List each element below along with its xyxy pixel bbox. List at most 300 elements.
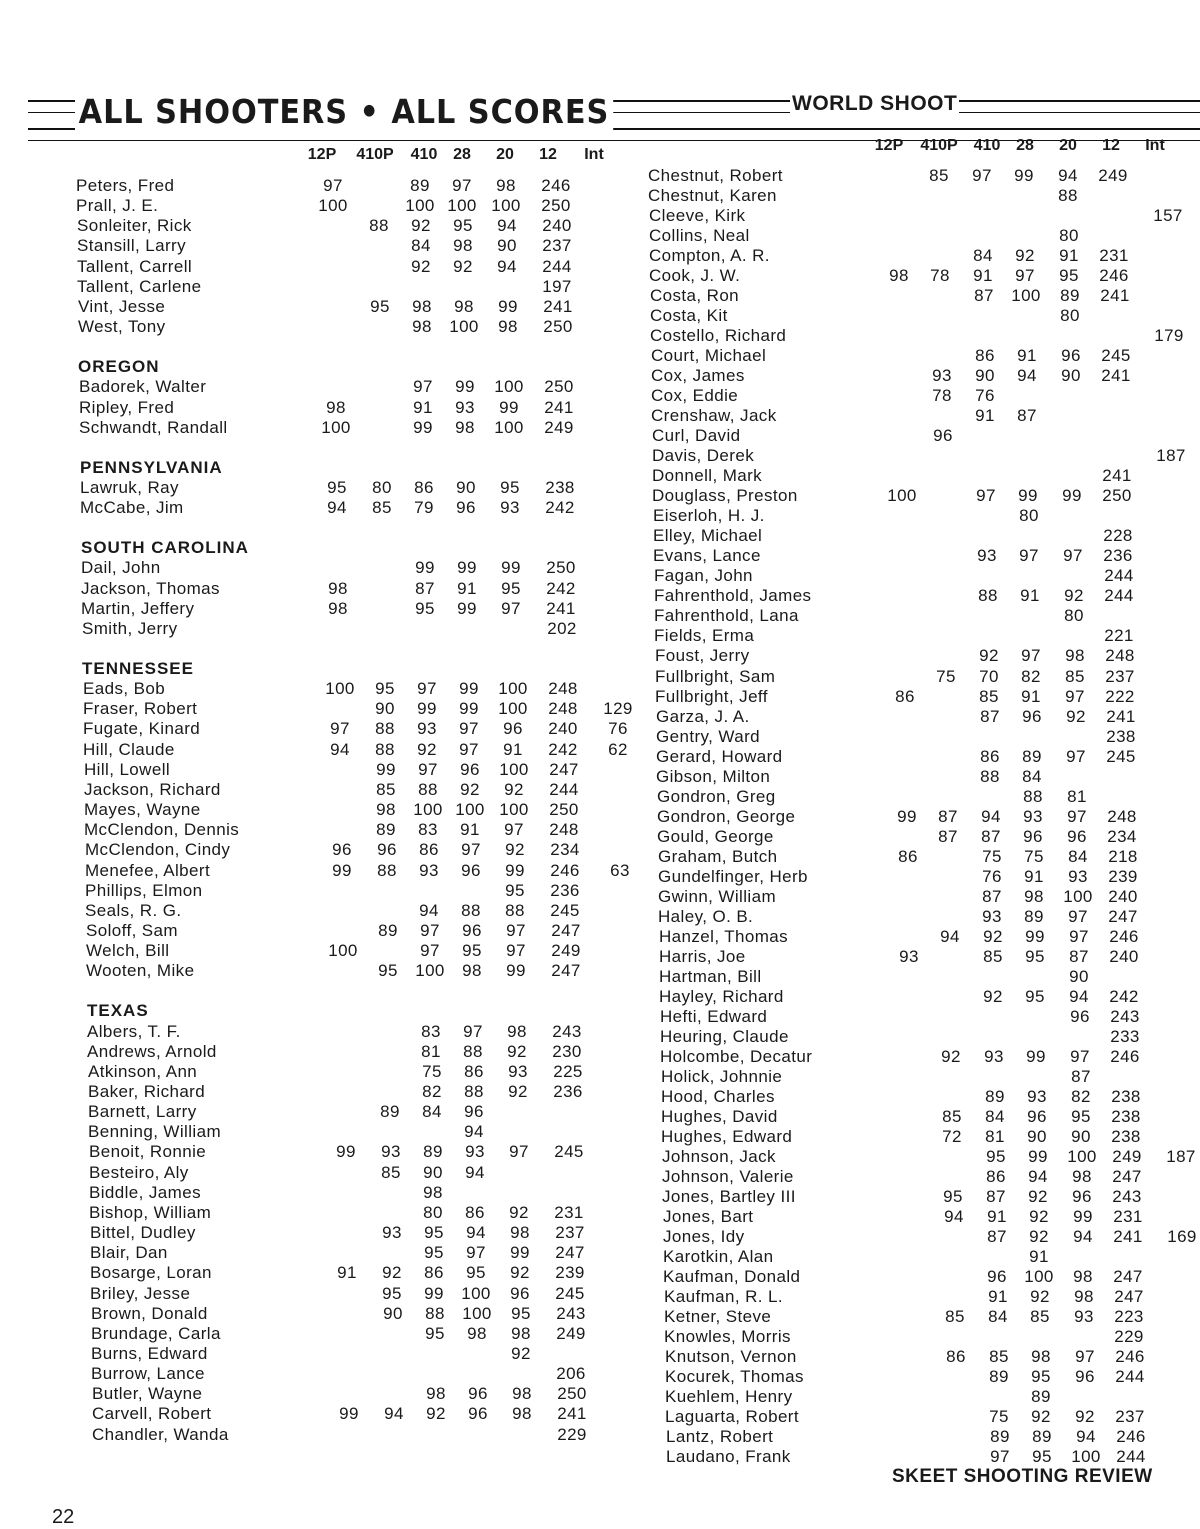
shooter-row <box>0 967 1200 987</box>
shooter-name: Welch, Bill <box>86 941 170 961</box>
col-int: Int <box>584 146 604 163</box>
score-410p: 80 <box>372 477 392 497</box>
score-20: 98 <box>498 317 518 337</box>
score-28: 100 <box>455 800 485 820</box>
score-20: 91 <box>1059 246 1079 266</box>
score-12: 229 <box>557 1424 587 1444</box>
state-name: TEXAS <box>87 1001 149 1021</box>
score-410: 85 <box>979 686 999 706</box>
score-410: 89 <box>410 176 430 195</box>
shooter-name: Burns, Edward <box>91 1343 208 1363</box>
shooter-name: Crenshaw, Jack <box>651 406 777 426</box>
score-20: 97 <box>1069 926 1089 946</box>
score-410p: 78 <box>932 386 952 406</box>
score-410: 92 <box>983 926 1003 946</box>
score-20: 95 <box>1059 266 1079 286</box>
score-12p: 86 <box>898 846 918 866</box>
col-int: Int <box>1145 137 1165 154</box>
state-name: OREGON <box>78 357 160 377</box>
score-410: 97 <box>420 920 440 940</box>
score-410: 91 <box>975 406 995 426</box>
score-12p: 98 <box>326 397 346 417</box>
shooter-row <box>0 747 1200 767</box>
score-410: 97 <box>420 941 440 961</box>
score-28: 97 <box>452 176 472 195</box>
score-410: 91 <box>973 266 993 286</box>
score-20: 99 <box>506 961 526 981</box>
shooter-row <box>0 646 1200 666</box>
score-410: 97 <box>418 759 438 779</box>
score-20: 96 <box>1061 346 1081 366</box>
score-410: 84 <box>988 1307 1008 1327</box>
score-28: 97 <box>1021 646 1041 666</box>
shooter-row <box>0 1387 1200 1407</box>
score-28: 95 <box>1025 986 1045 1006</box>
score-410: 93 <box>417 719 437 739</box>
score-20: 97 <box>1063 546 1083 566</box>
shooter-name: Chandler, Wanda <box>92 1424 229 1444</box>
score-20: 97 <box>506 941 526 961</box>
shooter-name: Fraser, Robert <box>83 699 198 719</box>
score-28: 80 <box>1019 506 1039 526</box>
score-20: 93 <box>1074 1307 1094 1327</box>
score-28: 99 <box>1025 926 1045 946</box>
score-20: 95 <box>501 578 521 598</box>
page-number: 22 <box>52 1506 75 1528</box>
score-12: 247 <box>551 920 581 940</box>
shooter-row <box>0 707 1200 727</box>
score-410: 86 <box>419 840 439 860</box>
score-12: 231 <box>1099 246 1129 266</box>
score-12: 247 <box>555 1243 585 1263</box>
score-20: 92 <box>511 1343 531 1363</box>
score-20: 94 <box>497 256 517 276</box>
score-410p: 88 <box>377 860 397 880</box>
score-20: 98 <box>1065 646 1085 666</box>
shooter-name: Gentry, Ward <box>656 726 760 746</box>
shooter-name: Fullbright, Sam <box>655 666 776 686</box>
shooter-name: Benoit, Ronnie <box>89 1142 207 1162</box>
shooter-name: Lawruk, Ray <box>80 477 179 497</box>
score-410p: 93 <box>382 1223 402 1243</box>
col-20: 20 <box>496 146 514 163</box>
shooter-row <box>0 667 1200 687</box>
score-410p: 89 <box>376 820 396 840</box>
shooter-row <box>0 1447 1200 1467</box>
score-12: 238 <box>1106 726 1136 746</box>
score-20: 98 <box>507 1021 527 1041</box>
score-12p: 95 <box>327 477 347 497</box>
score-20: 100 <box>498 699 528 719</box>
score-20: 100 <box>499 800 529 820</box>
score-20: 95 <box>505 880 525 900</box>
state-name: SOUTH CAROLINA <box>81 538 249 558</box>
score-28: 99 <box>457 598 477 618</box>
score-12: 244 <box>1116 1447 1146 1467</box>
score-20: 100 <box>494 417 524 437</box>
score-28: 92 <box>1029 1227 1049 1247</box>
score-410: 87 <box>980 706 1000 726</box>
shooter-name: Kaufman, Donald <box>663 1267 801 1287</box>
score-20: 93 <box>508 1061 528 1081</box>
score-12: 236 <box>550 880 580 900</box>
shooter-name: Hartman, Bill <box>659 966 762 986</box>
score-12p: 100 <box>321 417 351 437</box>
shooter-name: Kaufman, R. L. <box>664 1287 783 1307</box>
score-28: 97 <box>459 739 479 759</box>
score-int: 157 <box>1153 206 1183 226</box>
col-28: 28 <box>453 146 471 163</box>
score-28: 97 <box>461 840 481 860</box>
score-20: 96 <box>1070 1006 1090 1026</box>
shooter-row <box>0 526 1200 546</box>
shooter-row <box>0 787 1200 807</box>
score-12: 241 <box>557 1404 587 1424</box>
score-20: 97 <box>1070 1046 1090 1066</box>
score-410: 99 <box>424 1283 444 1303</box>
score-410: 88 <box>418 779 438 799</box>
shooter-name: Costa, Ron <box>650 286 740 306</box>
score-20: 82 <box>1071 1086 1091 1106</box>
score-12: 247 <box>551 961 581 981</box>
score-20: 97 <box>1068 906 1088 926</box>
shooter-name: Peters, Fred <box>76 176 175 195</box>
score-12: 246 <box>541 176 571 195</box>
score-410: 76 <box>982 866 1002 886</box>
score-28: 84 <box>1022 766 1042 786</box>
shooter-row <box>0 987 1200 1007</box>
score-410: 75 <box>989 1407 1009 1427</box>
shooter-row <box>0 1167 1200 1187</box>
score-20: 98 <box>1074 1287 1094 1307</box>
shooter-name: Costello, Richard <box>650 326 787 346</box>
score-28: 98 <box>467 1323 487 1343</box>
shooter-name: McClendon, Cindy <box>85 840 231 860</box>
shooter-name: Haley, O. B. <box>658 906 754 926</box>
score-28: 95 <box>1031 1367 1051 1387</box>
score-12: 246 <box>1109 926 1139 946</box>
score-28: 96 <box>1022 706 1042 726</box>
shooter-name: Elley, Michael <box>653 526 763 546</box>
score-12: 245 <box>550 900 580 920</box>
score-12: 250 <box>541 196 571 216</box>
score-410p: 88 <box>375 739 395 759</box>
score-410p: 85 <box>929 166 949 185</box>
score-20: 87 <box>1071 1066 1091 1086</box>
score-12: 222 <box>1105 686 1135 706</box>
shooter-row <box>0 546 1200 566</box>
score-20: 97 <box>501 598 521 618</box>
score-410: 90 <box>423 1162 443 1182</box>
score-12: 239 <box>555 1263 585 1283</box>
score-28: 94 <box>464 1122 484 1142</box>
score-20: 80 <box>1059 226 1079 246</box>
shooter-row <box>0 426 1200 446</box>
score-410: 94 <box>419 900 439 920</box>
score-28: 94 <box>465 1162 485 1182</box>
shooter-name: Bittel, Dudley <box>90 1223 196 1243</box>
shooter-name: Blair, Dan <box>90 1243 168 1263</box>
shooter-name: Hill, Claude <box>83 739 175 759</box>
score-12: 241 <box>543 296 573 316</box>
score-410: 98 <box>412 296 432 316</box>
score-20: 87 <box>1069 946 1089 966</box>
shooter-name: Albers, T. F. <box>87 1021 181 1041</box>
score-12: 241 <box>1102 466 1132 486</box>
score-410p: 95 <box>370 296 390 316</box>
score-28: 89 <box>1024 906 1044 926</box>
shooter-row <box>0 206 1200 226</box>
score-12: 248 <box>1105 646 1135 666</box>
score-12: 246 <box>1115 1347 1145 1367</box>
score-28: 96 <box>1023 826 1043 846</box>
score-28: 98 <box>1031 1347 1051 1367</box>
shooter-row <box>0 1147 1200 1167</box>
score-20: 93 <box>500 498 520 518</box>
shooter-name: Fields, Erma <box>654 626 755 646</box>
score-12: 243 <box>1112 1187 1142 1207</box>
score-28: 99 <box>455 377 475 397</box>
score-12: 244 <box>1104 586 1134 606</box>
shooter-name: Dail, John <box>81 558 161 578</box>
shooter-name: Sonleiter, Rick <box>77 216 192 236</box>
score-12: 240 <box>548 719 578 739</box>
score-410: 75 <box>422 1061 442 1081</box>
score-28: 99 <box>1028 1146 1048 1166</box>
score-12: 248 <box>1107 806 1137 826</box>
score-20: 90 <box>497 236 517 256</box>
score-410: 97 <box>417 679 437 699</box>
score-410p: 85 <box>372 498 392 518</box>
score-12: 241 <box>1113 1227 1143 1247</box>
score-410p: 86 <box>946 1347 966 1367</box>
score-410p: 72 <box>942 1126 962 1146</box>
col-20: 20 <box>1059 137 1077 154</box>
score-20: 92 <box>510 1263 530 1283</box>
score-28: 99 <box>1018 486 1038 506</box>
score-28: 99 <box>459 699 479 719</box>
shooter-row <box>0 326 1200 346</box>
score-20: 97 <box>506 920 526 940</box>
col-410p: 410P <box>920 137 958 154</box>
shooter-name: Knowles, Morris <box>664 1327 791 1347</box>
score-20: 92 <box>1064 586 1084 606</box>
score-20: 97 <box>1066 746 1086 766</box>
shooter-row <box>0 566 1200 586</box>
shooter-name: Cox, James <box>651 366 745 386</box>
score-20: 95 <box>500 477 520 497</box>
shooter-row <box>0 1407 1200 1427</box>
shooter-row <box>0 1424 1200 1447</box>
shooter-name: Evans, Lance <box>653 546 761 566</box>
shooter-row <box>0 266 1200 286</box>
shooter-name: Baker, Richard <box>88 1082 206 1101</box>
score-20: 100 <box>1063 886 1093 906</box>
score-410: 100 <box>415 961 445 981</box>
shooter-name: Jones, Idy <box>663 1227 745 1247</box>
score-12: 249 <box>551 941 581 961</box>
score-410: 86 <box>980 746 1000 766</box>
score-12: 247 <box>549 759 579 779</box>
score-28: 92 <box>453 256 473 276</box>
score-28: 88 <box>463 1041 483 1061</box>
score-12: 242 <box>548 739 578 759</box>
shooter-row <box>0 586 1200 606</box>
score-20: 80 <box>1064 606 1084 626</box>
shooter-row <box>0 186 1200 206</box>
score-12p: 98 <box>889 266 909 286</box>
score-28: 89 <box>1022 746 1042 766</box>
score-int: 179 <box>1154 326 1184 346</box>
score-20: 97 <box>1065 686 1085 706</box>
score-12: 244 <box>542 256 572 276</box>
shooter-row <box>0 1327 1200 1347</box>
shooter-row <box>0 506 1200 526</box>
score-12: 237 <box>1105 666 1135 686</box>
score-20: 94 <box>497 216 517 236</box>
score-12p: 99 <box>336 1142 356 1162</box>
score-12: 231 <box>1113 1207 1143 1227</box>
score-12: 238 <box>1111 1106 1141 1126</box>
score-12: 245 <box>1106 746 1136 766</box>
shooter-name: Mayes, Wayne <box>84 800 201 820</box>
score-410: 87 <box>415 578 435 598</box>
score-410p: 87 <box>938 806 958 826</box>
score-28: 94 <box>466 1223 486 1243</box>
score-410: 95 <box>986 1146 1006 1166</box>
score-12: 249 <box>556 1323 586 1343</box>
score-28: 93 <box>455 397 475 417</box>
score-410: 87 <box>986 1187 1006 1207</box>
score-20: 91 <box>503 739 523 759</box>
score-12: 250 <box>549 800 579 820</box>
score-28: 100 <box>462 1303 492 1323</box>
score-12p: 94 <box>330 739 350 759</box>
score-20: 80 <box>1060 306 1080 326</box>
score-12p: 99 <box>897 806 917 826</box>
score-410p: 85 <box>942 1106 962 1126</box>
shooter-name: Douglass, Preston <box>652 486 798 506</box>
shooter-name: Chestnut, Robert <box>648 166 783 185</box>
score-12: 237 <box>542 236 572 256</box>
score-28: 96 <box>1027 1106 1047 1126</box>
shooter-row <box>0 1127 1200 1147</box>
shooter-row <box>0 306 1200 326</box>
shooter-name: West, Tony <box>78 317 166 337</box>
score-410p: 89 <box>380 1102 400 1122</box>
score-410: 86 <box>424 1263 444 1283</box>
score-12p: 100 <box>318 196 348 216</box>
shooter-name: Menefee, Albert <box>85 860 211 880</box>
score-28: 95 <box>1025 946 1045 966</box>
shooter-name: Bishop, William <box>89 1202 212 1222</box>
score-28: 96 <box>464 1102 484 1122</box>
shooter-name: Gwinn, William <box>658 886 777 906</box>
score-28: 98 <box>1024 886 1044 906</box>
score-410: 99 <box>415 558 435 578</box>
score-20: 96 <box>1072 1187 1092 1207</box>
shooter-name: Karotkin, Alan <box>663 1247 774 1267</box>
col-12p: 12P <box>307 146 337 163</box>
shooter-name: McClendon, Dennis <box>84 820 240 840</box>
score-410: 81 <box>421 1041 441 1061</box>
shooter-name: Fullbright, Jeff <box>655 686 768 706</box>
score-28: 88 <box>1023 786 1043 806</box>
shooter-name: Jackson, Richard <box>84 779 221 799</box>
shooter-name: Hughes, David <box>661 1106 778 1126</box>
score-410: 89 <box>985 1086 1005 1106</box>
score-12: 244 <box>549 779 579 799</box>
shooter-name: Gundelfinger, Herb <box>658 866 808 886</box>
shooter-name: Fahrenthold, Lana <box>654 606 799 626</box>
shooter-row <box>0 626 1200 646</box>
score-20: 92 <box>1075 1407 1095 1427</box>
shooter-name: Cleeve, Kirk <box>649 206 746 226</box>
score-20: 94 <box>1076 1427 1096 1447</box>
shooter-name: Holick, Johnnie <box>661 1066 783 1086</box>
score-410: 98 <box>426 1384 446 1404</box>
score-12: 247 <box>1114 1287 1144 1307</box>
score-12: 250 <box>557 1384 587 1404</box>
score-410p: 92 <box>382 1263 402 1283</box>
shooter-name: Stansill, Larry <box>77 236 186 256</box>
score-12: 250 <box>1102 486 1132 506</box>
score-410p: 90 <box>375 699 395 719</box>
score-410p: 78 <box>930 266 950 286</box>
score-20: 94 <box>1073 1227 1093 1247</box>
score-12: 245 <box>555 1283 585 1303</box>
score-12: 249 <box>1112 1146 1142 1166</box>
score-20: 84 <box>1068 846 1088 866</box>
score-20: 99 <box>499 397 519 417</box>
score-20: 92 <box>507 1041 527 1061</box>
score-20: 92 <box>505 840 525 860</box>
score-28: 91 <box>1020 586 1040 606</box>
score-12: 241 <box>1100 286 1130 306</box>
shooter-name: Atkinson, Ann <box>88 1061 198 1081</box>
score-410: 86 <box>414 477 434 497</box>
score-20: 92 <box>509 1202 529 1222</box>
shooter-row <box>0 1307 1200 1327</box>
score-410: 84 <box>985 1106 1005 1126</box>
score-28: 92 <box>1030 1287 1050 1307</box>
shooter-name: Jones, Bartley III <box>662 1187 796 1207</box>
score-410: 86 <box>986 1167 1006 1186</box>
score-28: 92 <box>460 779 480 799</box>
score-20: 97 <box>1067 806 1087 826</box>
score-28: 97 <box>1015 266 1035 286</box>
shooter-row <box>0 226 1200 246</box>
score-12: 229 <box>1114 1327 1144 1347</box>
shooter-name: Jackson, Thomas <box>81 578 220 598</box>
score-410: 85 <box>989 1347 1009 1367</box>
score-12: 247 <box>1108 906 1138 926</box>
score-28: 98 <box>454 296 474 316</box>
shooter-row <box>0 1367 1200 1387</box>
score-410: 95 <box>415 598 435 618</box>
score-12: 243 <box>1110 1006 1140 1026</box>
state-name: TENNESSEE <box>82 659 194 678</box>
score-28: 93 <box>465 1142 485 1162</box>
score-28: 100 <box>1024 1267 1054 1287</box>
shooter-name: Holcombe, Decatur <box>660 1046 813 1066</box>
score-12: 238 <box>545 477 575 497</box>
score-20: 89 <box>1060 286 1080 306</box>
shooter-name: Martin, Jeffery <box>81 598 195 618</box>
score-410p: 93 <box>381 1142 401 1162</box>
score-20: 98 <box>511 1323 531 1343</box>
score-28: 96 <box>462 920 482 940</box>
